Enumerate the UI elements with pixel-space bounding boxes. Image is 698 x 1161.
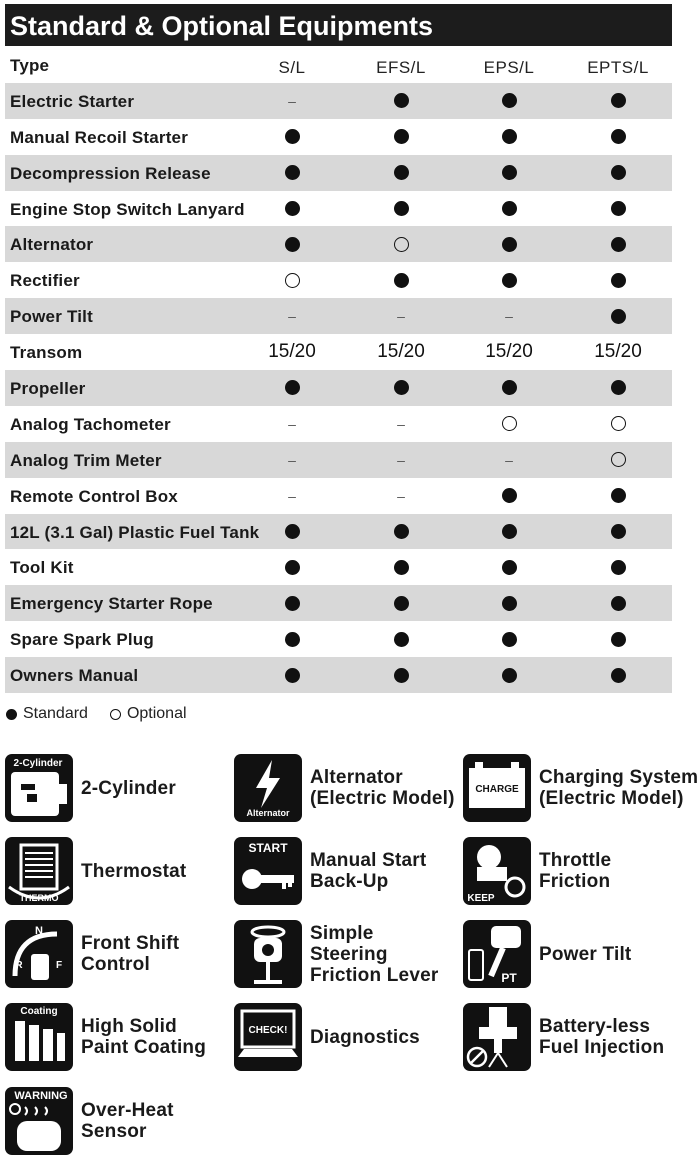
table-row <box>5 83 672 119</box>
standard-dot-icon <box>6 709 17 720</box>
standard-dot-icon <box>469 119 549 155</box>
standard-dot-icon <box>361 262 441 298</box>
table-row <box>5 478 672 514</box>
not-available-dash: – <box>397 487 405 504</box>
row-label: Analog Tachometer <box>10 414 171 434</box>
standard-dot-icon <box>469 262 549 298</box>
standard-dot-icon <box>252 585 332 621</box>
not-available-dash: – <box>288 487 296 504</box>
standard-dot-icon <box>578 226 658 262</box>
standard-dot-icon <box>469 657 549 693</box>
standard-dot-icon <box>578 549 658 585</box>
optional-ring-icon <box>578 406 658 442</box>
standard-dot-icon <box>469 191 549 227</box>
row-label: Power Tilt <box>10 307 93 327</box>
steering-icon <box>234 920 302 988</box>
table-row <box>5 334 672 370</box>
row-label: Propeller <box>10 379 86 399</box>
feature-manual-start <box>234 837 456 905</box>
standard-dot-icon <box>252 549 332 585</box>
standard-dot-icon <box>469 585 549 621</box>
tilt-icon <box>463 920 531 988</box>
standard-dot-icon <box>252 226 332 262</box>
standard-dot-icon <box>469 514 549 550</box>
standard-dot-icon <box>361 155 441 191</box>
feature-label: Battery-less Fuel Injection <box>539 1016 665 1058</box>
standard-dot-icon <box>469 83 549 119</box>
row-label: Manual Recoil Starter <box>10 127 189 147</box>
feature-steering-friction <box>234 920 456 988</box>
row-label: Transom <box>10 343 83 363</box>
standard-dot-icon <box>469 226 549 262</box>
table-cell-value: 15/20 <box>594 341 642 363</box>
table-row <box>5 119 672 155</box>
row-label: Spare Spark Plug <box>10 630 154 650</box>
standard-dot-icon <box>252 191 332 227</box>
table-header <box>5 47 672 83</box>
feature-label: Charging System (Electric Model) <box>539 767 698 809</box>
table-row <box>5 657 672 693</box>
svg-text:KEEP: KEEP <box>467 893 495 904</box>
row-label: Rectifier <box>10 271 80 291</box>
feature-thermostat <box>5 837 227 905</box>
row-label: Electric Starter <box>10 91 135 111</box>
not-available-dash: – <box>288 415 296 432</box>
feature-alternator <box>234 754 456 822</box>
feature-label: Over-Heat Sensor <box>81 1100 174 1142</box>
feature-label: 2-Cylinder <box>81 777 176 799</box>
svg-text:WARNING: WARNING <box>14 1090 68 1102</box>
column-header: EPTS/L <box>587 57 649 77</box>
standard-dot-icon <box>361 657 441 693</box>
row-label: Tool Kit <box>10 558 74 578</box>
standard-dot-icon <box>578 298 658 334</box>
svg-text:CHARGE: CHARGE <box>475 784 519 795</box>
equipment-table <box>5 47 672 693</box>
row-label: Decompression Release <box>10 163 211 183</box>
thermostat-icon <box>5 837 73 905</box>
coating-icon <box>5 1003 73 1071</box>
table-row <box>5 406 672 442</box>
optional-ring-icon <box>252 262 332 298</box>
row-label: Alternator <box>10 235 94 255</box>
table-row <box>5 585 672 621</box>
feature-label: Simple Steering Friction Lever <box>310 922 439 986</box>
svg-text:R: R <box>15 960 23 971</box>
standard-dot-icon <box>578 191 658 227</box>
standard-dot-icon <box>469 370 549 406</box>
laptop-icon <box>234 1003 302 1071</box>
battery-icon <box>463 754 531 822</box>
standard-dot-icon <box>252 370 332 406</box>
table-cell-value: 15/20 <box>377 341 425 363</box>
optional-ring-icon <box>578 442 658 478</box>
not-available-dash: – <box>397 308 405 325</box>
table-row <box>5 514 672 550</box>
column-header: EFS/L <box>376 57 426 77</box>
legend <box>6 702 187 726</box>
standard-dot-icon <box>469 478 549 514</box>
page-title: Standard & Optional Equipments <box>5 4 672 46</box>
type-header: Type <box>10 56 50 75</box>
feature-paint-coating <box>5 1003 227 1071</box>
standard-dot-icon <box>578 514 658 550</box>
standard-dot-icon <box>578 585 658 621</box>
table-cell-value: 15/20 <box>268 341 316 363</box>
row-label: 12L (3.1 Gal) Plastic Fuel Tank <box>10 522 260 542</box>
standard-dot-icon <box>578 657 658 693</box>
standard-dot-icon <box>578 155 658 191</box>
standard-dot-icon <box>469 621 549 657</box>
engine-icon <box>5 754 73 822</box>
table-row <box>5 226 672 262</box>
standard-dot-icon <box>361 83 441 119</box>
row-label: Remote Control Box <box>10 486 178 506</box>
standard-dot-icon <box>361 621 441 657</box>
standard-dot-icon <box>361 549 441 585</box>
standard-dot-icon <box>361 370 441 406</box>
standard-dot-icon <box>252 119 332 155</box>
table-row <box>5 621 672 657</box>
standard-dot-icon <box>578 370 658 406</box>
standard-dot-icon <box>361 585 441 621</box>
feature-label: High Solid Paint Coating <box>81 1016 207 1058</box>
table-row <box>5 298 672 334</box>
injector-icon <box>463 1003 531 1071</box>
table-row <box>5 262 672 298</box>
not-available-dash: – <box>288 308 296 325</box>
table-row <box>5 191 672 227</box>
svg-text:F: F <box>55 960 63 971</box>
svg-text:2-Cylinder: 2-Cylinder <box>13 758 63 769</box>
row-label: Emergency Starter Rope <box>10 594 213 614</box>
standard-dot-icon <box>252 657 332 693</box>
not-available-dash: – <box>505 451 513 468</box>
feature-power-tilt <box>463 920 685 988</box>
optional-ring-icon <box>110 709 121 720</box>
optional-ring-icon <box>469 406 549 442</box>
row-label: Analog Trim Meter <box>10 450 162 470</box>
standard-dot-icon <box>252 621 332 657</box>
table-cell-value: 15/20 <box>485 341 533 363</box>
table-row <box>5 370 672 406</box>
column-header: EPS/L <box>483 57 535 77</box>
standard-dot-icon <box>252 155 332 191</box>
standard-dot-icon <box>578 262 658 298</box>
not-available-dash: – <box>397 415 405 432</box>
standard-dot-icon <box>578 119 658 155</box>
standard-dot-icon <box>578 83 658 119</box>
svg-text:START: START <box>248 841 288 855</box>
standard-dot-icon <box>361 191 441 227</box>
svg-text:N: N <box>35 925 43 937</box>
feature-throttle-friction <box>463 837 685 905</box>
column-header: S/L <box>278 57 306 77</box>
not-available-dash: – <box>288 92 296 109</box>
not-available-dash: – <box>288 451 296 468</box>
feature-2-cylinder <box>5 754 227 822</box>
shift-icon <box>5 920 73 988</box>
feature-label: Power Tilt <box>539 943 632 965</box>
row-label: Engine Stop Switch Lanyard <box>10 199 245 219</box>
svg-text:Alternator: Alternator <box>246 808 290 818</box>
not-available-dash: – <box>397 451 405 468</box>
standard-dot-icon <box>469 549 549 585</box>
optional-ring-icon <box>361 226 441 262</box>
not-available-dash: – <box>505 308 513 325</box>
svg-text:Coating: Coating <box>20 1006 58 1017</box>
table-row <box>5 549 672 585</box>
feature-over-heat <box>5 1087 227 1155</box>
feature-label: Throttle Friction <box>539 850 612 892</box>
standard-dot-icon <box>252 514 332 550</box>
feature-label: Alternator (Electric Model) <box>310 767 455 809</box>
throttle-icon <box>463 837 531 905</box>
legend-standard: Standard <box>23 705 88 722</box>
key-icon <box>234 837 302 905</box>
standard-dot-icon <box>361 119 441 155</box>
standard-dot-icon <box>578 478 658 514</box>
table-row <box>5 442 672 478</box>
svg-text:THERMO: THERMO <box>19 893 59 903</box>
feature-label: Front Shift Control <box>81 933 180 975</box>
standard-dot-icon <box>578 621 658 657</box>
svg-text:CHECK!: CHECK! <box>248 1025 288 1036</box>
svg-text:PT: PT <box>501 971 517 985</box>
warning-icon <box>5 1087 73 1155</box>
feature-label: Manual Start Back-Up <box>310 850 427 892</box>
feature-label: Thermostat <box>81 860 187 882</box>
lightning-icon <box>234 754 302 822</box>
feature-fuel-injection <box>463 1003 685 1071</box>
row-label: Owners Manual <box>10 666 139 686</box>
feature-front-shift <box>5 920 227 988</box>
feature-charging-system <box>463 754 698 822</box>
standard-dot-icon <box>361 514 441 550</box>
legend-optional: Optional <box>126 705 187 722</box>
table-row <box>5 155 672 191</box>
standard-dot-icon <box>469 155 549 191</box>
feature-label: Diagnostics <box>310 1026 420 1048</box>
feature-diagnostics <box>234 1003 456 1071</box>
